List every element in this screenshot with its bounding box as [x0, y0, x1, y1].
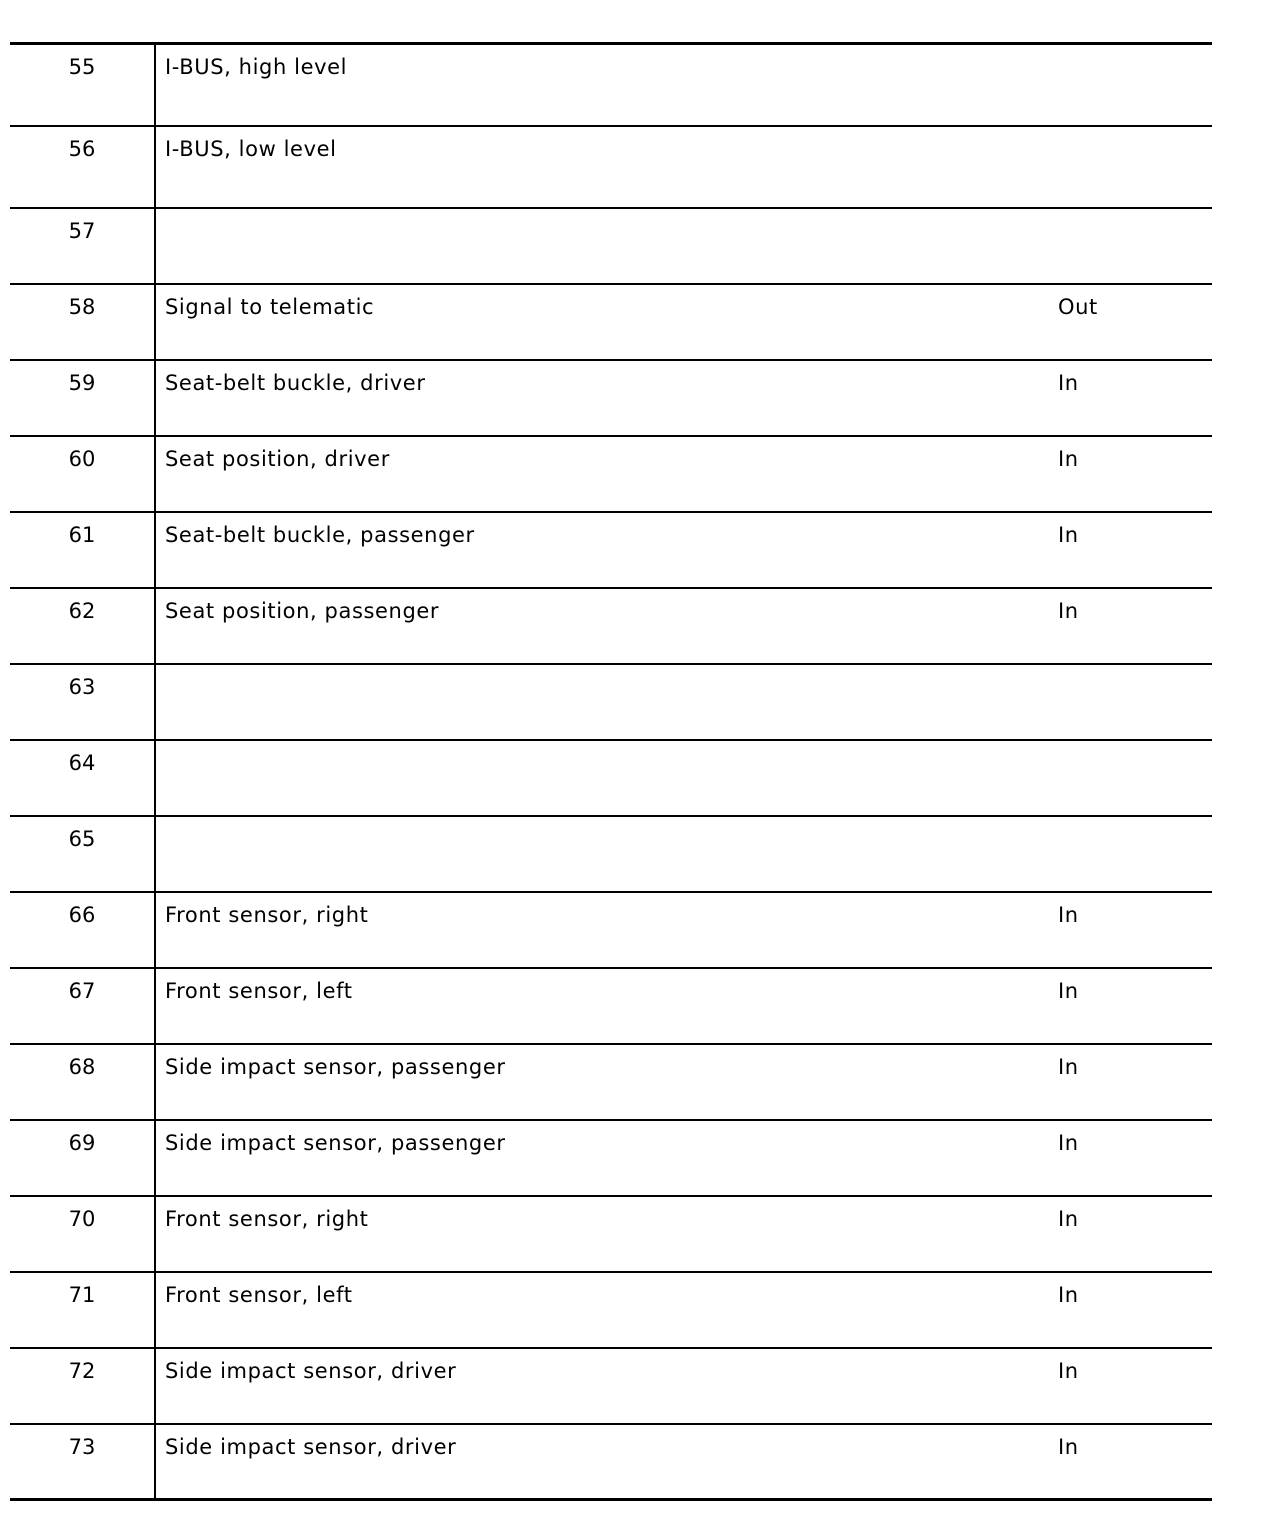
- table-row: [10, 817, 1212, 893]
- table-row: [10, 589, 1212, 665]
- pin-number: 61: [10, 513, 156, 587]
- pin-number: 67: [10, 969, 156, 1043]
- table-row: [10, 969, 1212, 1045]
- table-row: [10, 45, 1212, 127]
- pin-description: Front sensor, left: [165, 1283, 353, 1307]
- pin-number: 68: [10, 1045, 156, 1119]
- pin-number: 57: [10, 209, 156, 283]
- pin-direction: In: [1058, 447, 1079, 471]
- pin-direction: In: [1058, 599, 1079, 623]
- table-row: [10, 1273, 1212, 1349]
- pin-direction: In: [1058, 1283, 1079, 1307]
- pin-number: 71: [10, 1273, 156, 1347]
- table-row: [10, 893, 1212, 969]
- pin-description: Side impact sensor, driver: [165, 1435, 457, 1459]
- pin-number: 72: [10, 1349, 156, 1423]
- pin-description: Front sensor, right: [165, 903, 369, 927]
- pin-number: 56: [10, 127, 156, 207]
- pin-number: 64: [10, 741, 156, 815]
- pin-description: Seat-belt buckle, driver: [165, 371, 426, 395]
- pin-direction: In: [1058, 1131, 1079, 1155]
- table-row: [10, 127, 1212, 209]
- pin-direction: In: [1058, 1207, 1079, 1231]
- pin-direction: In: [1058, 1055, 1079, 1079]
- table-row: [10, 437, 1212, 513]
- pin-table: [10, 42, 1212, 1501]
- pin-number: 62: [10, 589, 156, 663]
- table-row: [10, 1045, 1212, 1121]
- pin-direction: In: [1058, 523, 1079, 547]
- pin-description: Side impact sensor, passenger: [165, 1131, 506, 1155]
- table-row: [10, 1425, 1212, 1501]
- table-row: [10, 1121, 1212, 1197]
- pin-description: Side impact sensor, driver: [165, 1359, 457, 1383]
- table-row: [10, 741, 1212, 817]
- pin-direction: In: [1058, 979, 1079, 1003]
- table-row: [10, 285, 1212, 361]
- table-row: [10, 361, 1212, 437]
- pin-description: Front sensor, left: [165, 979, 353, 1003]
- pin-description: Seat-belt buckle, passenger: [165, 523, 475, 547]
- pin-description: Signal to telematic: [165, 295, 375, 319]
- table-row: [10, 513, 1212, 589]
- pin-number: 63: [10, 665, 156, 739]
- table-row: [10, 1349, 1212, 1425]
- pin-number: 69: [10, 1121, 156, 1195]
- pin-description: Seat position, passenger: [165, 599, 440, 623]
- pin-number: 66: [10, 893, 156, 967]
- table-row: [10, 1197, 1212, 1273]
- pin-number: 73: [10, 1425, 156, 1498]
- pin-direction: In: [1058, 371, 1079, 395]
- pin-number: 59: [10, 361, 156, 435]
- pin-direction: Out: [1058, 295, 1098, 319]
- pin-direction: In: [1058, 1435, 1079, 1459]
- table-row: [10, 665, 1212, 741]
- pin-description: Seat position, driver: [165, 447, 390, 471]
- pin-direction: In: [1058, 1359, 1079, 1383]
- pin-number: 70: [10, 1197, 156, 1271]
- pin-description: Side impact sensor, passenger: [165, 1055, 506, 1079]
- pin-number: 60: [10, 437, 156, 511]
- pin-description: Front sensor, right: [165, 1207, 369, 1231]
- table-row: [10, 209, 1212, 285]
- pin-description: I-BUS, low level: [165, 137, 337, 161]
- pin-number: 65: [10, 817, 156, 891]
- pin-direction: In: [1058, 903, 1079, 927]
- pin-number: 55: [10, 45, 156, 125]
- pin-description: I-BUS, high level: [165, 55, 348, 79]
- pin-number: 58: [10, 285, 156, 359]
